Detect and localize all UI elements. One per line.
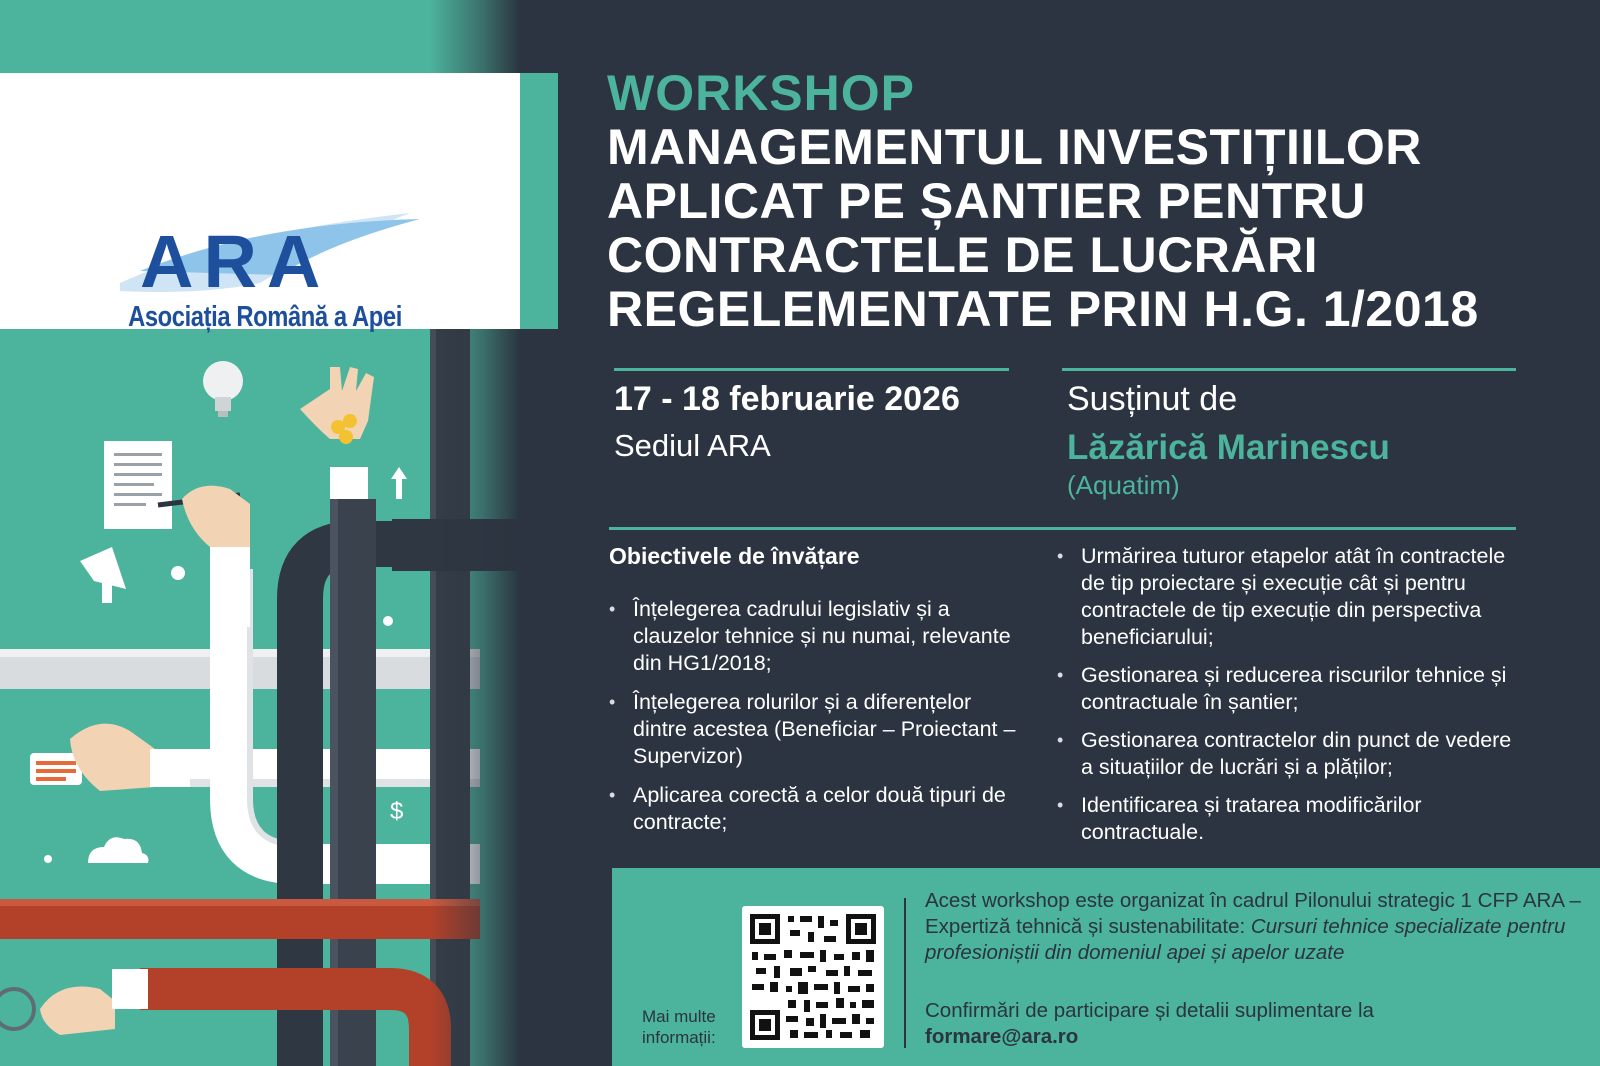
info-box [612,868,1600,1066]
logo-card [0,73,520,333]
event-venue: Sediul ARA [614,428,771,463]
dollar-sign-icon: $ [390,798,404,825]
objective-text: Gestionarea contractelor din punct de vedere a situațiilor de lucrări și a plăților; [1081,728,1512,779]
objective-text: Urmărirea tuturor etapelor atât în contractele de tip proiectare și execuție cât și pentru contractele de tip execuție din perspectiva beneficiarului; [1081,544,1506,649]
list-item [1057,727,1527,781]
logo-wordmark: ARA [140,220,331,303]
objective-text: Înțelegerea cadrului legislativ și a clauzelor tehnice și nu numai, relevante din HG1/2018; [633,597,1011,675]
workshop-label: WORKSHOP [607,65,915,121]
bullet-icon: • [609,785,616,805]
confirmation-label: Confirmări de participare și detalii suplimentare la [925,999,1374,1022]
title-line: APLICAT PE ȘANTIER PENTRU [607,173,1366,229]
qr-code[interactable] [742,906,884,1048]
objective-text: Gestionarea și reducerea riscurilor tehnice și contractuale în șantier; [1081,663,1507,714]
info-divider [904,898,906,1048]
more-info-label [642,1006,732,1048]
list-item [1057,662,1527,716]
objectives-list-right [1057,543,1527,857]
lightbulb-icon [203,361,243,417]
list-item [609,596,1029,677]
divider [614,368,1009,371]
title-line: CONTRACTELE DE LUCRĂRI [607,227,1318,283]
bullet-icon: • [1057,795,1064,815]
bullet-icon: • [1057,665,1064,685]
logo-tagline: Asociația Română a Apei [128,301,402,333]
title-line: MANAGEMENTUL INVESTIȚIILOR [607,119,1422,175]
qr-code-icon [748,912,878,1042]
ara-logo [110,213,420,303]
objectives-title: Obiectivele de învățare [609,543,860,569]
objective-text: Aplicarea corectă a celor două tipuri de contracte; [633,783,1006,834]
speaker-name: Lăzărică Marinescu [1067,428,1390,467]
bullet-icon: • [1057,546,1064,566]
objective-text: Înțelegerea rolurilor și a diferențelor dintre acestea (Beneficiar – Proiectant – Supervizor) [633,690,1016,768]
cloud-icon [88,837,148,863]
email-link[interactable]: formare@ara.ro [925,1025,1079,1048]
arrow-up-icon [391,467,407,499]
confirmation-text [925,998,1585,1050]
bullet-icon: • [1057,730,1064,750]
bullet-icon: • [609,692,616,712]
organized-text [925,888,1585,966]
list-item [1057,792,1527,846]
hand-magnifier [0,969,148,1035]
document-icon [104,441,172,529]
event-date: 17 - 18 februarie 2026 [614,380,960,418]
megaphone-icon [80,547,126,603]
list-item [609,689,1029,770]
divider [609,527,1516,530]
bullet-icon: • [609,599,616,619]
organized-text-italic: Cursuri tehnice specializate pentru profesioniștii din domeniul apei și apelor uzate [925,915,1566,964]
list-item [609,782,1029,836]
more-info-text: Mai multe informații: [642,1007,716,1047]
logo-accent-bar [520,73,558,329]
objective-text: Identificarea și tratarea modificărilor contractuale. [1081,793,1422,844]
speaker-organization: (Aquatim) [1067,470,1180,500]
organized-text-plain: Acest workshop este organizat în cadrul Pilonului strategic 1 CFP ARA – Expertiză tehnică și sustenabilitate: [925,889,1581,938]
hand-card [30,724,190,791]
supported-by-label: Susținut de [1067,380,1238,418]
divider [1062,368,1516,371]
title-line: REGELEMENTATE PRIN H.G. 1/2018 [607,281,1479,337]
list-item [1057,543,1527,651]
objectives-list-left [609,596,1029,848]
